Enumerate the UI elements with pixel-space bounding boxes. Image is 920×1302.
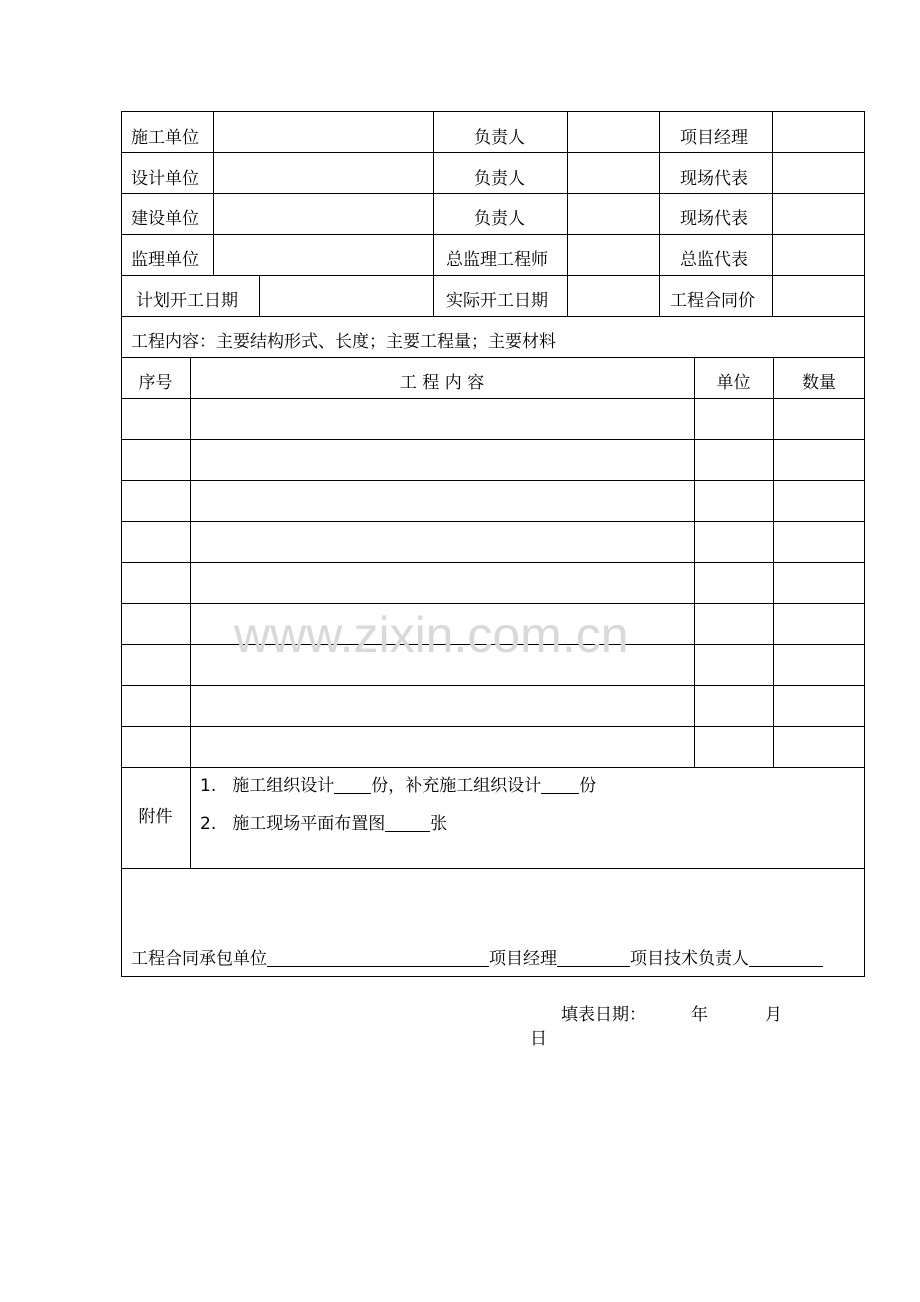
- row-divider: [121, 603, 865, 604]
- supervision-unit-label: 监理单位: [131, 249, 199, 270]
- row-divider: [121, 644, 865, 645]
- col-divider: [213, 111, 214, 275]
- row-divider: [121, 480, 865, 481]
- content-header: 工 程 内 容: [399, 372, 485, 393]
- contract-price-label: 工程合同价: [670, 290, 755, 311]
- project-content-note: 工程内容：主要结构形式、长度；主要工程量；主要材料: [131, 331, 556, 352]
- row-divider: [121, 868, 865, 869]
- contractor-label: 工程合同承包单位: [131, 948, 267, 969]
- col-divider: [772, 111, 773, 316]
- signature-line: [131, 947, 823, 971]
- qty-header: 数量: [802, 372, 836, 393]
- attachment-text: 份: [579, 775, 597, 796]
- planned-start-date-label: 计划开工日期: [136, 290, 238, 311]
- design-unit-label: 设计单位: [131, 168, 199, 189]
- construction-unit-label: 施工单位: [131, 127, 199, 148]
- row-divider: [121, 767, 865, 768]
- tech-lead-label: 项目技术负责人: [630, 948, 749, 969]
- site-representative-label: 现场代表: [680, 168, 748, 189]
- project-manager-label: 项目经理: [680, 127, 748, 148]
- blank-underline: [541, 778, 579, 794]
- row-divider: [121, 521, 865, 522]
- seq-header: 序号: [138, 372, 173, 393]
- site-representative-label: 现场代表: [680, 208, 748, 229]
- col-divider: [259, 275, 260, 316]
- blank-underline: [334, 778, 371, 794]
- fill-date-label: 填表日期：: [561, 1004, 646, 1025]
- col-divider: [567, 111, 568, 316]
- row-divider: [121, 685, 865, 686]
- row-divider: [121, 726, 865, 727]
- row-divider: [121, 439, 865, 440]
- responsible-person-label: 负责人: [474, 168, 525, 189]
- item-number: 2.: [200, 813, 217, 834]
- unit-header: 单位: [716, 372, 751, 393]
- attachment-text: 张: [430, 813, 448, 834]
- attachment-text: 份，补充施工组织设计: [371, 775, 542, 796]
- month-label: 月: [765, 1004, 782, 1025]
- blank-underline: [267, 951, 489, 967]
- blank-underline: [749, 951, 823, 967]
- attachments-label: 附件: [138, 807, 173, 827]
- responsible-person-label: 负责人: [474, 127, 525, 148]
- col-divider: [773, 357, 774, 767]
- responsible-person-label: 负责人: [474, 208, 525, 229]
- col-divider: [659, 111, 660, 316]
- col-divider: [694, 357, 695, 767]
- item-number: 1.: [200, 775, 217, 796]
- chief-supervisor-label: 总监理工程师: [446, 249, 548, 270]
- attachment-item-2: [200, 812, 447, 836]
- row-divider: [121, 562, 865, 563]
- actual-start-date-label: 实际开工日期: [446, 290, 548, 311]
- chief-supervisor-rep-label: 总监代表: [680, 249, 748, 270]
- blank-underline: [385, 816, 430, 832]
- watermark: www.zixin.com.cn: [234, 607, 629, 663]
- attachment-text: 施工现场平面布置图: [232, 813, 386, 834]
- project-manager-sign-label: 项目经理: [489, 948, 557, 969]
- attachment-item-1: [200, 774, 596, 798]
- col-divider: [433, 111, 434, 316]
- col-divider: [190, 357, 191, 868]
- owner-unit-label: 建设单位: [131, 208, 199, 229]
- day-label: 日: [530, 1028, 547, 1049]
- year-label: 年: [691, 1004, 708, 1025]
- attachment-text: 施工组织设计: [232, 775, 335, 796]
- blank-underline: [557, 951, 630, 967]
